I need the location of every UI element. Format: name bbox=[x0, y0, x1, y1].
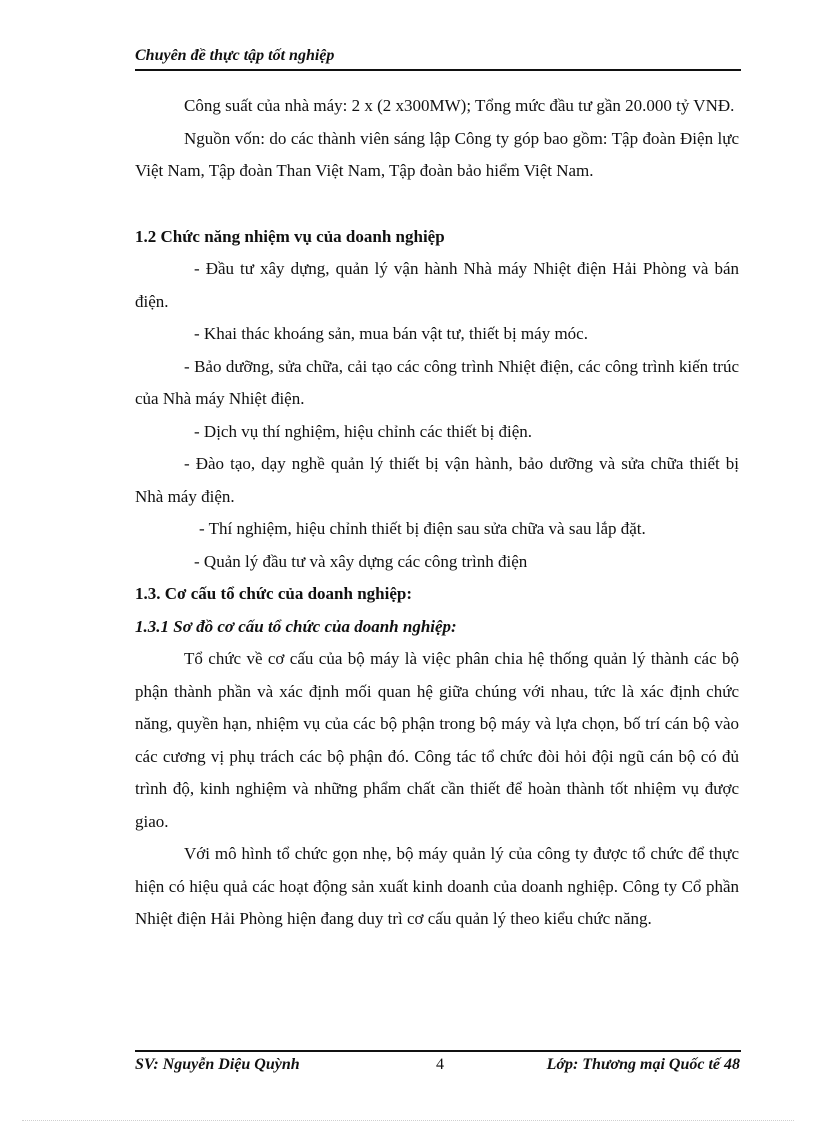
paragraph-model: Với mô hình tổ chức gọn nhẹ, bộ máy quản lý của công ty được tổ chức để thực hiện có hiệu quả các hoạt động sản xuất kinh doanh của doanh nghiệp. Công ty Cổ phần Nhiệt điện Hải Phòng hiện đang duy trì cơ cấu quản lý theo kiểu chức năng. bbox=[135, 844, 739, 928]
header-title: Chuyên đề thực tập tốt nghiệp bbox=[135, 47, 335, 64]
spacer bbox=[135, 188, 739, 221]
paragraph-capacity: Công suất của nhà máy: 2 x (2 x300MW); Tổng mức đầu tư gần 20.000 tỷ VNĐ. bbox=[184, 96, 735, 115]
section-heading-1-3-1: 1.3.1 Sơ đồ cơ cấu tổ chức của doanh nghiệp: bbox=[135, 616, 457, 636]
list-item: - Khai thác khoáng sản, mua bán vật tư, thiết bị máy móc. bbox=[194, 324, 588, 343]
paragraph-organization: Tổ chức về cơ cấu của bộ máy là việc phân chia hệ thống quản lý thành các bộ phận thành phần và xác định mối quan hệ giữa chúng với nhau, tức là xác định chức năng, quyền hạn, nhiệm vụ của các bộ phận trong bộ máy và lựa chọn, bố trí cán bộ vào các cương vị phụ trách các bộ phận đó. Công tác tổ chức đòi hỏi đội ngũ cán bộ có đủ trình độ, kinh nghiệm và những phẩm chất cần thiết để hoàn thành tốt nhiệm vụ được giao. bbox=[135, 649, 739, 831]
page-number: 4 bbox=[436, 1056, 444, 1073]
section-heading-1-3: 1.3. Cơ cấu tổ chức của doanh nghiệp: bbox=[135, 584, 413, 603]
footer-student: SV: Nguyễn Diệu Quỳnh bbox=[135, 1056, 300, 1073]
list-item: - Đào tạo, dạy nghề quản lý thiết bị vận hành, bảo dưỡng và sửa chữa thiết bị Nhà máy điện. bbox=[135, 454, 739, 506]
paragraph-funding: Nguồn vốn: do các thành viên sáng lập Công ty góp bao gồm: Tập đoàn Điện lực Việt Nam, Tập đoàn Than Việt Nam, Tập đoàn bảo hiểm Việt Nam. bbox=[135, 128, 739, 180]
list-item: - Thí nghiệm, hiệu chỉnh thiết bị điện sau sửa chữa và sau lắp đặt. bbox=[199, 519, 646, 538]
list-item: - Quản lý đầu tư và xây dựng các công trình điện bbox=[194, 551, 528, 571]
footer-divider bbox=[135, 1050, 741, 1052]
document-body bbox=[135, 90, 739, 936]
section-heading-1-2: 1.2 Chức năng nhiệm vụ của doanh nghiệp bbox=[135, 226, 445, 246]
list-item: - Đầu tư xây dựng, quản lý vận hành Nhà máy Nhiệt điện Hải Phòng và bán điện. bbox=[135, 259, 739, 311]
page-edge bbox=[22, 1120, 794, 1121]
list-item: - Dịch vụ thí nghiệm, hiệu chỉnh các thiết bị điện. bbox=[194, 421, 533, 441]
footer-class: Lớp: Thương mại Quốc tế 48 bbox=[546, 1056, 740, 1073]
list-item: - Bảo dưỡng, sửa chữa, cải tạo các công trình Nhiệt điện, các công trình kiến trúc của Nhà máy Nhiệt điện. bbox=[135, 356, 739, 408]
header-divider bbox=[135, 69, 741, 71]
